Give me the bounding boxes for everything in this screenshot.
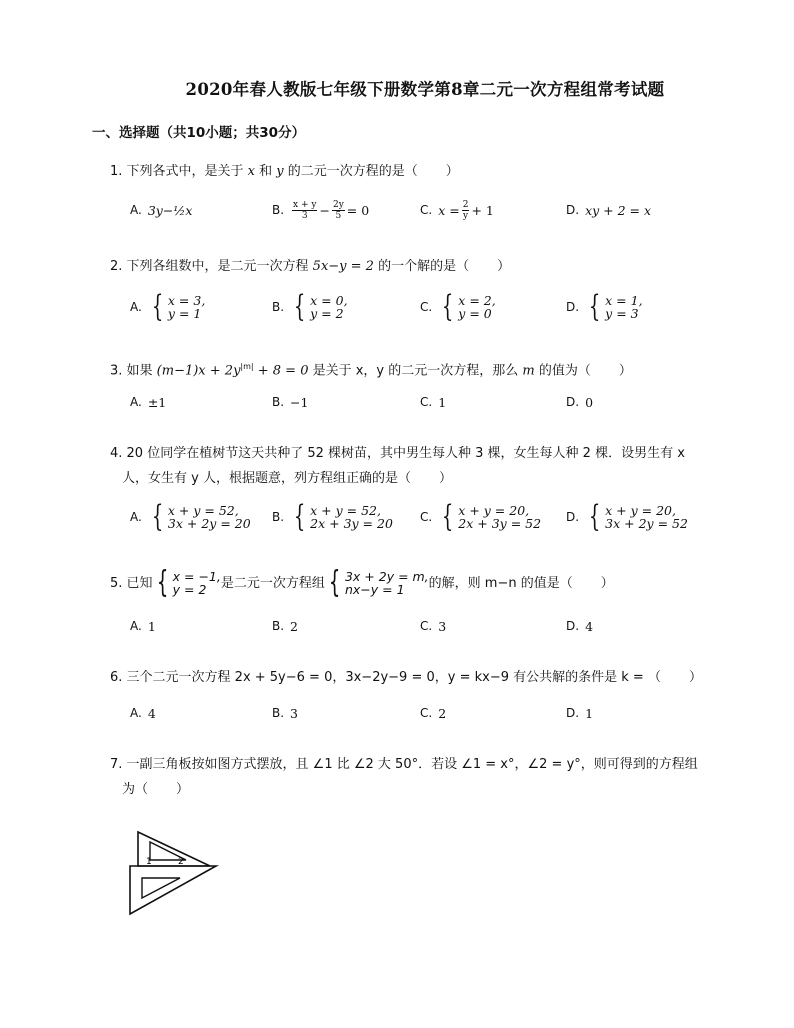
question-2-options: [130, 287, 730, 327]
triangle-rulers-svg: [128, 820, 228, 916]
option-c[interactable]: C. { x = 2, y = 0: [420, 289, 496, 324]
question-4-options: [130, 497, 730, 537]
option-b[interactable]: B. { x + y = 52, 2x + 3y = 20: [272, 499, 393, 534]
option-c[interactable]: C. { x + y = 20, 2x + 3y = 52: [420, 499, 542, 534]
option-a[interactable]: A. { x = 3, y = 1: [130, 289, 206, 324]
option-b[interactable]: B. 3: [272, 705, 298, 721]
fraction: $\frac{x + y}{3}$: [293, 199, 317, 221]
option-c[interactable]: C. 3: [420, 618, 447, 634]
option-a[interactable]: A. ±1: [130, 394, 167, 410]
question-5-options: [130, 606, 730, 646]
question-3-options: [130, 382, 730, 422]
option-c[interactable]: C. x = $\frac{2}{y}$ + 1: [420, 199, 494, 221]
question-3-stem: 3. 如果 $(m-1)x + 2y^{|m|} + 8 = 0$ 是关于 x，y 的二元一次方程，那么 m 的值为（ ）: [110, 362, 632, 379]
option-d[interactable]: D. xy + 2 = x: [566, 202, 652, 218]
fraction: $\frac{2y}{5}$: [332, 199, 344, 221]
question-6-stem: 6. 三个二元一次方程 2x + 5y−6 = 0，3x−2y−9 = 0，y = kx−9 有公共解的条件是 k = （ ）: [110, 670, 702, 685]
question-1-options: [130, 190, 730, 230]
option-d[interactable]: D. 0: [566, 394, 594, 410]
angle-2-label: 2: [178, 857, 184, 867]
option-b[interactable]: B. $\frac{x + y}{3}$ − $\frac{2y}{5}$ = 0: [272, 199, 370, 221]
question-5-stem: 5. 已知 { x = −1, y = 2 是二元一次方程组 { 3x + 2y = m, nx−y = 1 的解，则 m−n 的值是（ ）: [110, 565, 614, 600]
section-heading: 一、选择题（共10小题；共30分）: [92, 125, 306, 141]
option-d[interactable]: D. { x = 1, y = 3: [566, 289, 643, 324]
question-7-stem: 7. 一副三角板按如图方式摆放，且 ∠1 比 ∠2 大 50°．若设 ∠1 = x°，∠2 = y°，则可得到的方程组 为（ ）: [110, 757, 698, 797]
angle-1-label: 1: [146, 857, 152, 867]
question-4-stem: 4. 20 位同学在植树节这天共种了 52 棵树苗，其中男生每人种 3 棵，女生每人种 2 棵．设男生有 x 人，女生有 y 人，根据题意，列方程组正确的是（ ）: [110, 446, 685, 486]
option-a[interactable]: A. 3y−½x: [130, 202, 193, 218]
option-d[interactable]: D. 1: [566, 705, 594, 721]
option-b[interactable]: B. −1: [272, 394, 309, 410]
option-a[interactable]: A. { x + y = 52, 3x + 2y = 20: [130, 499, 251, 534]
triangle-rulers-figure: [128, 820, 228, 920]
option-c[interactable]: C. 1: [420, 394, 447, 410]
question-1-stem: 1. 下列各式中，是关于 x 和 y 的二元一次方程的是（ ）: [110, 164, 459, 179]
option-d[interactable]: D. 4: [566, 618, 594, 634]
question-2-stem: 2. 下列各组数中，是二元一次方程 5x−y = 2 的一个解的是（ ）: [110, 259, 511, 274]
option-b[interactable]: B. 2: [272, 618, 298, 634]
question-6-options: [130, 693, 730, 733]
option-b[interactable]: B. { x = 0, y = 2: [272, 289, 348, 324]
option-d[interactable]: D. { x + y = 20, 3x + 2y = 52: [566, 499, 688, 534]
option-a[interactable]: A. 1: [130, 618, 156, 634]
page-title: 2020年春人教版七年级下册数学第8章二元一次方程组常考试题: [185, 80, 665, 99]
option-a[interactable]: A. 4: [130, 705, 156, 721]
option-c[interactable]: C. 2: [420, 705, 447, 721]
fraction: $\frac{2}{y}$: [462, 199, 469, 221]
